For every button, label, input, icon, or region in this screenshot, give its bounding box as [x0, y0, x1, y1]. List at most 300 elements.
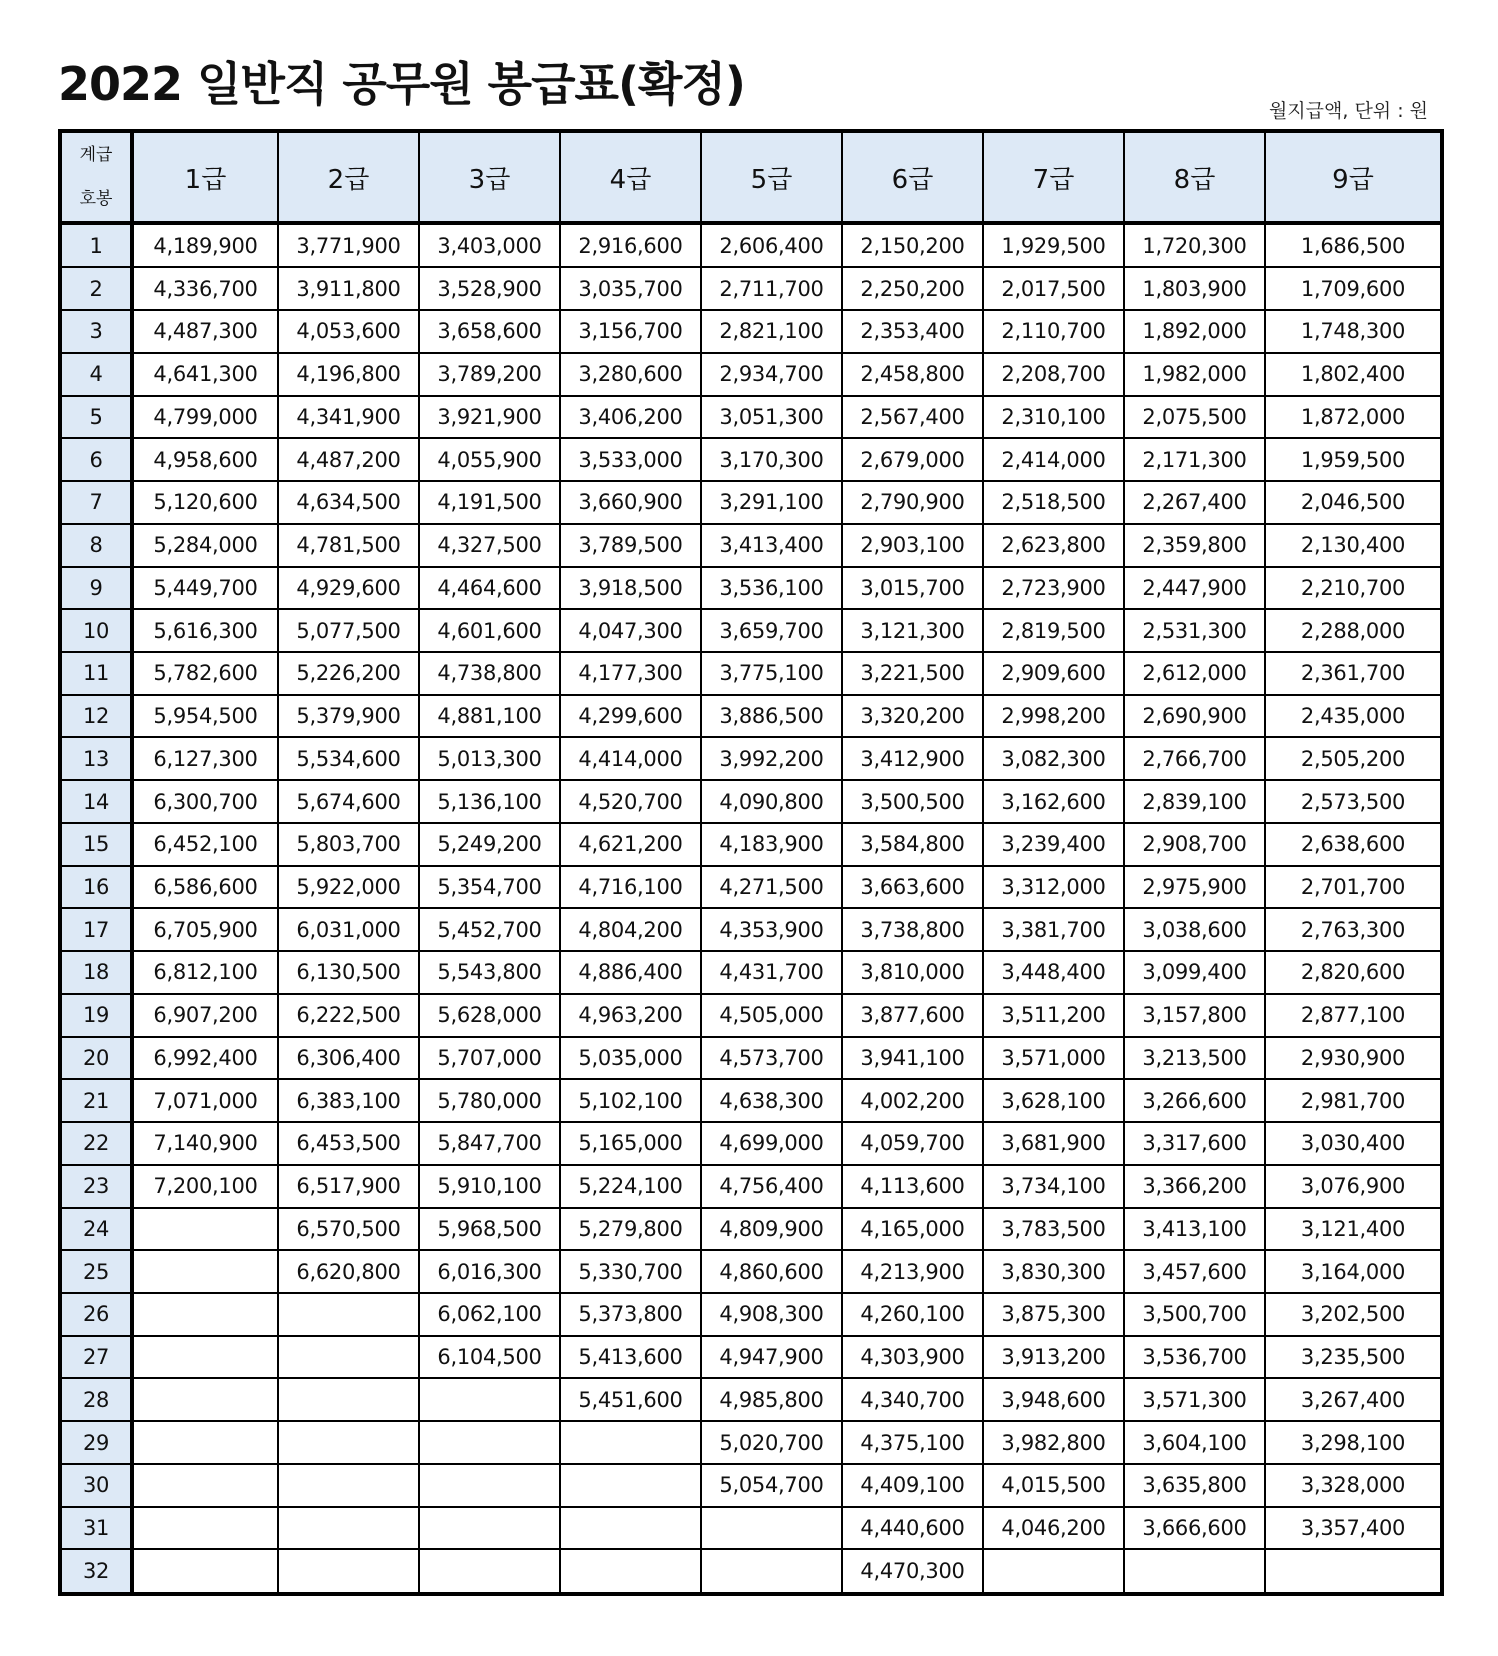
salary-cell: 3,783,500: [983, 1208, 1124, 1251]
salary-cell: 1,929,500: [983, 223, 1124, 267]
salary-cell: [132, 1293, 278, 1336]
step-cell: 26: [60, 1293, 132, 1336]
table-row: [60, 223, 1442, 267]
salary-cell: 3,877,600: [842, 994, 983, 1037]
table-row: [60, 438, 1442, 481]
salary-cell: 2,017,500: [983, 267, 1124, 310]
table-row: [60, 1250, 1442, 1293]
step-cell: 14: [60, 780, 132, 823]
salary-cell: 3,413,400: [701, 524, 842, 567]
grade-header: 9급: [1265, 131, 1442, 223]
salary-cell: 4,113,600: [842, 1165, 983, 1208]
salary-cell: 3,413,100: [1124, 1208, 1265, 1251]
salary-cell: [132, 1549, 278, 1594]
salary-cell: 3,584,800: [842, 823, 983, 866]
salary-cell: 2,908,700: [1124, 823, 1265, 866]
salary-cell: 4,353,900: [701, 908, 842, 951]
grade-header: 8급: [1124, 131, 1265, 223]
salary-cell: 4,327,500: [419, 524, 560, 567]
salary-cell: 3,291,100: [701, 481, 842, 524]
salary-cell: 5,226,200: [278, 652, 419, 695]
salary-cell: 5,224,100: [560, 1165, 701, 1208]
salary-cell: [419, 1464, 560, 1507]
salary-cell: 1,720,300: [1124, 223, 1265, 267]
salary-cell: 3,235,500: [1265, 1336, 1442, 1379]
salary-cell: 2,210,700: [1265, 567, 1442, 610]
salary-cell: 6,570,500: [278, 1208, 419, 1251]
salary-cell: 3,328,000: [1265, 1464, 1442, 1507]
salary-cell: 3,164,000: [1265, 1250, 1442, 1293]
salary-cell: 5,373,800: [560, 1293, 701, 1336]
salary-cell: 2,267,400: [1124, 481, 1265, 524]
step-cell: 9: [60, 567, 132, 610]
salary-cell: 4,303,900: [842, 1336, 983, 1379]
salary-cell: 4,375,100: [842, 1421, 983, 1464]
salary-cell: 4,699,000: [701, 1122, 842, 1165]
salary-cell: 5,616,300: [132, 609, 278, 652]
salary-cell: 3,681,900: [983, 1122, 1124, 1165]
salary-cell: 3,035,700: [560, 267, 701, 310]
salary-cell: 7,140,900: [132, 1122, 278, 1165]
salary-cell: 2,075,500: [1124, 396, 1265, 439]
salary-cell: 6,812,100: [132, 951, 278, 994]
salary-cell: 3,320,200: [842, 695, 983, 738]
salary-cell: 1,959,500: [1265, 438, 1442, 481]
salary-cell: 1,803,900: [1124, 267, 1265, 310]
table-row: [60, 310, 1442, 353]
salary-cell: 6,016,300: [419, 1250, 560, 1293]
salary-cell: 4,716,100: [560, 866, 701, 909]
grade-header: 4급: [560, 131, 701, 223]
grade-header: 6급: [842, 131, 983, 223]
salary-cell: 4,487,200: [278, 438, 419, 481]
table-row: [60, 780, 1442, 823]
salary-cell: 6,620,800: [278, 1250, 419, 1293]
step-cell: 28: [60, 1378, 132, 1421]
table-row: [60, 353, 1442, 396]
table-row: [60, 823, 1442, 866]
salary-cell: 5,077,500: [278, 609, 419, 652]
salary-cell: 3,500,500: [842, 780, 983, 823]
salary-cell: 4,165,000: [842, 1208, 983, 1251]
salary-cell: 2,623,800: [983, 524, 1124, 567]
salary-cell: 2,975,900: [1124, 866, 1265, 909]
salary-cell: 4,881,100: [419, 695, 560, 738]
step-cell: 1: [60, 223, 132, 267]
salary-cell: 5,165,000: [560, 1122, 701, 1165]
salary-cell: [132, 1507, 278, 1550]
salary-cell: 2,567,400: [842, 396, 983, 439]
step-cell: 19: [60, 994, 132, 1037]
salary-cell: 4,799,000: [132, 396, 278, 439]
salary-cell: 4,464,600: [419, 567, 560, 610]
salary-cell: 4,414,000: [560, 737, 701, 780]
table-row: [60, 994, 1442, 1037]
salary-cell: 6,517,900: [278, 1165, 419, 1208]
salary-cell: 3,381,700: [983, 908, 1124, 951]
salary-cell: 1,872,000: [1265, 396, 1442, 439]
step-cell: 31: [60, 1507, 132, 1550]
salary-cell: 5,543,800: [419, 951, 560, 994]
salary-cell: 5,954,500: [132, 695, 278, 738]
salary-cell: 2,909,600: [983, 652, 1124, 695]
salary-cell: 5,780,000: [419, 1079, 560, 1122]
table-row: [60, 695, 1442, 738]
step-cell: 13: [60, 737, 132, 780]
salary-cell: 1,709,600: [1265, 267, 1442, 310]
salary-cell: [278, 1549, 419, 1594]
salary-cell: 4,601,600: [419, 609, 560, 652]
salary-cell: 3,830,300: [983, 1250, 1124, 1293]
salary-cell: [1124, 1549, 1265, 1594]
salary-cell: 2,903,100: [842, 524, 983, 567]
salary-cell: 2,353,400: [842, 310, 983, 353]
table-row: [60, 1507, 1442, 1550]
salary-cell: [132, 1421, 278, 1464]
salary-cell: 4,947,900: [701, 1336, 842, 1379]
table-row: [60, 1293, 1442, 1336]
table-row: [60, 866, 1442, 909]
salary-cell: 3,571,300: [1124, 1378, 1265, 1421]
salary-cell: [278, 1507, 419, 1550]
salary-cell: 4,059,700: [842, 1122, 983, 1165]
salary-cell: 6,705,900: [132, 908, 278, 951]
step-cell: 8: [60, 524, 132, 567]
salary-cell: 4,336,700: [132, 267, 278, 310]
salary-cell: 2,930,900: [1265, 1037, 1442, 1080]
salary-cell: [419, 1378, 560, 1421]
salary-cell: 2,288,000: [1265, 609, 1442, 652]
salary-cell: 4,929,600: [278, 567, 419, 610]
salary-cell: 3,992,200: [701, 737, 842, 780]
salary-cell: 4,341,900: [278, 396, 419, 439]
salary-cell: 5,354,700: [419, 866, 560, 909]
salary-cell: 5,035,000: [560, 1037, 701, 1080]
salary-cell: 4,738,800: [419, 652, 560, 695]
salary-cell: 3,528,900: [419, 267, 560, 310]
salary-cell: [278, 1336, 419, 1379]
salary-cell: 2,250,200: [842, 267, 983, 310]
salary-cell: [560, 1549, 701, 1594]
salary-cell: 4,638,300: [701, 1079, 842, 1122]
salary-cell: 6,452,100: [132, 823, 278, 866]
salary-cell: 3,911,800: [278, 267, 419, 310]
salary-cell: 5,413,600: [560, 1336, 701, 1379]
salary-cell: 1,748,300: [1265, 310, 1442, 353]
salary-cell: 6,222,500: [278, 994, 419, 1037]
salary-cell: 2,723,900: [983, 567, 1124, 610]
salary-cell: 3,500,700: [1124, 1293, 1265, 1336]
salary-cell: 4,958,600: [132, 438, 278, 481]
salary-cell: 3,099,400: [1124, 951, 1265, 994]
table-row: [60, 1165, 1442, 1208]
salary-cell: 2,766,700: [1124, 737, 1265, 780]
salary-cell: 3,571,000: [983, 1037, 1124, 1080]
salary-cell: 2,046,500: [1265, 481, 1442, 524]
salary-cell: 4,047,300: [560, 609, 701, 652]
salary-cell: 4,271,500: [701, 866, 842, 909]
salary-cell: 4,860,600: [701, 1250, 842, 1293]
salary-cell: 5,330,700: [560, 1250, 701, 1293]
salary-cell: 3,628,100: [983, 1079, 1124, 1122]
salary-cell: 4,431,700: [701, 951, 842, 994]
salary-cell: 2,518,500: [983, 481, 1124, 524]
salary-cell: 5,910,100: [419, 1165, 560, 1208]
salary-cell: 2,435,000: [1265, 695, 1442, 738]
salary-cell: 3,366,200: [1124, 1165, 1265, 1208]
grade-header: 5급: [701, 131, 842, 223]
salary-cell: 3,886,500: [701, 695, 842, 738]
salary-cell: [419, 1507, 560, 1550]
grade-header: 3급: [419, 131, 560, 223]
salary-cell: 4,053,600: [278, 310, 419, 353]
salary-cell: 5,628,000: [419, 994, 560, 1037]
salary-cell: 3,734,100: [983, 1165, 1124, 1208]
salary-cell: 3,239,400: [983, 823, 1124, 866]
salary-cell: 3,941,100: [842, 1037, 983, 1080]
salary-cell: 4,213,900: [842, 1250, 983, 1293]
salary-cell: 4,183,900: [701, 823, 842, 866]
salary-cell: 2,130,400: [1265, 524, 1442, 567]
table-row: [60, 908, 1442, 951]
salary-cell: 4,409,100: [842, 1464, 983, 1507]
salary-cell: 3,659,700: [701, 609, 842, 652]
salary-cell: 2,573,500: [1265, 780, 1442, 823]
salary-cell: 3,162,600: [983, 780, 1124, 823]
salary-cell: [132, 1378, 278, 1421]
salary-cell: [132, 1208, 278, 1251]
table-row: [60, 267, 1442, 310]
salary-cell: 3,658,600: [419, 310, 560, 353]
salary-cell: 2,606,400: [701, 223, 842, 267]
salary-cell: 3,406,200: [560, 396, 701, 439]
salary-cell: 5,534,600: [278, 737, 419, 780]
salary-cell: 3,921,900: [419, 396, 560, 439]
step-cell: 15: [60, 823, 132, 866]
step-cell: 21: [60, 1079, 132, 1122]
step-cell: 25: [60, 1250, 132, 1293]
salary-cell: 3,810,000: [842, 951, 983, 994]
salary-cell: 6,130,500: [278, 951, 419, 994]
step-cell: 27: [60, 1336, 132, 1379]
salary-cell: 2,414,000: [983, 438, 1124, 481]
step-cell: 22: [60, 1122, 132, 1165]
salary-cell: 4,196,800: [278, 353, 419, 396]
salary-cell: 2,763,300: [1265, 908, 1442, 951]
grade-header: 2급: [278, 131, 419, 223]
table-row: [60, 951, 1442, 994]
salary-cell: 1,686,500: [1265, 223, 1442, 267]
step-cell: 10: [60, 609, 132, 652]
table-row: [60, 1079, 1442, 1122]
salary-cell: 3,157,800: [1124, 994, 1265, 1037]
salary-cell: [278, 1421, 419, 1464]
step-cell: 2: [60, 267, 132, 310]
salary-cell: 4,804,200: [560, 908, 701, 951]
salary-cell: 6,062,100: [419, 1293, 560, 1336]
salary-cell: 3,170,300: [701, 438, 842, 481]
salary-cell: 6,907,200: [132, 994, 278, 1037]
table-row: [60, 1122, 1442, 1165]
salary-cell: [278, 1464, 419, 1507]
salary-cell: 5,020,700: [701, 1421, 842, 1464]
salary-cell: 4,809,900: [701, 1208, 842, 1251]
salary-cell: 4,756,400: [701, 1165, 842, 1208]
table-row: [60, 524, 1442, 567]
salary-cell: 5,284,000: [132, 524, 278, 567]
salary-cell: 5,013,300: [419, 737, 560, 780]
salary-cell: [560, 1421, 701, 1464]
salary-cell: 4,340,700: [842, 1378, 983, 1421]
table-row: [60, 1208, 1442, 1251]
salary-cell: 2,447,900: [1124, 567, 1265, 610]
salary-cell: 3,121,400: [1265, 1208, 1442, 1251]
salary-cell: 5,451,600: [560, 1378, 701, 1421]
step-cell: 3: [60, 310, 132, 353]
salary-cell: 5,452,700: [419, 908, 560, 951]
salary-cell: 2,701,700: [1265, 866, 1442, 909]
salary-cell: 3,312,000: [983, 866, 1124, 909]
salary-cell: [560, 1464, 701, 1507]
salary-cell: 2,821,100: [701, 310, 842, 353]
salary-cell: 5,968,500: [419, 1208, 560, 1251]
salary-table: [58, 129, 1444, 1596]
salary-cell: 4,177,300: [560, 652, 701, 695]
salary-cell: 4,487,300: [132, 310, 278, 353]
salary-cell: 4,046,200: [983, 1507, 1124, 1550]
salary-cell: 3,202,500: [1265, 1293, 1442, 1336]
salary-cell: 3,536,100: [701, 567, 842, 610]
salary-cell: 3,298,100: [1265, 1421, 1442, 1464]
salary-cell: 6,383,100: [278, 1079, 419, 1122]
salary-cell: 5,136,100: [419, 780, 560, 823]
table-row: [60, 1421, 1442, 1464]
table-row: [60, 1037, 1442, 1080]
salary-cell: 2,820,600: [1265, 951, 1442, 994]
salary-cell: [1265, 1549, 1442, 1594]
salary-cell: 3,457,600: [1124, 1250, 1265, 1293]
salary-cell: [701, 1549, 842, 1594]
salary-cell: 7,200,100: [132, 1165, 278, 1208]
salary-table-body: [60, 223, 1442, 1594]
salary-cell: 4,189,900: [132, 223, 278, 267]
table-row: [60, 481, 1442, 524]
corner-step-label: 호봉: [79, 189, 113, 209]
salary-cell: [560, 1507, 701, 1550]
salary-cell: 3,267,400: [1265, 1378, 1442, 1421]
salary-cell: 4,985,800: [701, 1378, 842, 1421]
salary-cell: 2,359,800: [1124, 524, 1265, 567]
salary-cell: 6,306,400: [278, 1037, 419, 1080]
salary-cell: 2,819,500: [983, 609, 1124, 652]
salary-cell: [419, 1549, 560, 1594]
salary-cell: 2,679,000: [842, 438, 983, 481]
salary-cell: 3,982,800: [983, 1421, 1124, 1464]
salary-cell: 3,635,800: [1124, 1464, 1265, 1507]
step-cell: 5: [60, 396, 132, 439]
salary-cell: 4,505,000: [701, 994, 842, 1037]
salary-cell: 3,511,200: [983, 994, 1124, 1037]
salary-cell: 5,249,200: [419, 823, 560, 866]
page-title: 2022 일반직 공무원 봉급표(확정): [58, 57, 745, 111]
header-row: [60, 131, 1442, 223]
salary-cell: 3,221,500: [842, 652, 983, 695]
salary-cell: 5,782,600: [132, 652, 278, 695]
unit-note: 월지급액, 단위 : 원: [1268, 100, 1428, 122]
salary-cell: 2,208,700: [983, 353, 1124, 396]
salary-cell: 6,453,500: [278, 1122, 419, 1165]
salary-cell: 2,981,700: [1265, 1079, 1442, 1122]
salary-cell: [132, 1464, 278, 1507]
salary-cell: 2,171,300: [1124, 438, 1265, 481]
salary-cell: 4,963,200: [560, 994, 701, 1037]
salary-cell: 4,641,300: [132, 353, 278, 396]
salary-cell: 1,982,000: [1124, 353, 1265, 396]
step-cell: 11: [60, 652, 132, 695]
salary-cell: 3,533,000: [560, 438, 701, 481]
table-row: [60, 737, 1442, 780]
salary-cell: [983, 1549, 1124, 1594]
salary-cell: 4,781,500: [278, 524, 419, 567]
salary-cell: 2,638,600: [1265, 823, 1442, 866]
salary-cell: 5,803,700: [278, 823, 419, 866]
salary-cell: 4,470,300: [842, 1549, 983, 1594]
salary-cell: 3,357,400: [1265, 1507, 1442, 1550]
salary-cell: [278, 1378, 419, 1421]
salary-cell: 6,300,700: [132, 780, 278, 823]
grade-header: 1급: [132, 131, 278, 223]
salary-cell: 4,440,600: [842, 1507, 983, 1550]
table-row: [60, 1378, 1442, 1421]
step-cell: 29: [60, 1421, 132, 1464]
corner-header: [60, 131, 132, 223]
salary-cell: 3,317,600: [1124, 1122, 1265, 1165]
step-cell: 30: [60, 1464, 132, 1507]
salary-cell: 2,150,200: [842, 223, 983, 267]
salary-cell: 2,998,200: [983, 695, 1124, 738]
salary-cell: 4,191,500: [419, 481, 560, 524]
salary-cell: 2,690,900: [1124, 695, 1265, 738]
salary-cell: 4,090,800: [701, 780, 842, 823]
salary-cell: 1,802,400: [1265, 353, 1442, 396]
salary-cell: 2,877,100: [1265, 994, 1442, 1037]
salary-cell: 3,448,400: [983, 951, 1124, 994]
salary-cell: 4,299,600: [560, 695, 701, 738]
salary-cell: 4,573,700: [701, 1037, 842, 1080]
table-row: [60, 567, 1442, 610]
salary-cell: 3,666,600: [1124, 1507, 1265, 1550]
step-cell: 32: [60, 1549, 132, 1594]
salary-cell: 2,458,800: [842, 353, 983, 396]
salary-cell: 4,621,200: [560, 823, 701, 866]
salary-cell: 3,918,500: [560, 567, 701, 610]
salary-cell: 3,051,300: [701, 396, 842, 439]
salary-cell: 3,789,200: [419, 353, 560, 396]
salary-cell: 2,790,900: [842, 481, 983, 524]
salary-cell: 3,604,100: [1124, 1421, 1265, 1464]
salary-cell: 3,660,900: [560, 481, 701, 524]
salary-cell: [132, 1250, 278, 1293]
salary-cell: 5,674,600: [278, 780, 419, 823]
salary-cell: 5,847,700: [419, 1122, 560, 1165]
salary-cell: 5,102,100: [560, 1079, 701, 1122]
salary-cell: 4,055,900: [419, 438, 560, 481]
table-row: [60, 1336, 1442, 1379]
table-row: [60, 1464, 1442, 1507]
salary-cell: 4,002,200: [842, 1079, 983, 1122]
corner-grade-label: 계급: [79, 145, 113, 165]
salary-cell: 6,031,000: [278, 908, 419, 951]
